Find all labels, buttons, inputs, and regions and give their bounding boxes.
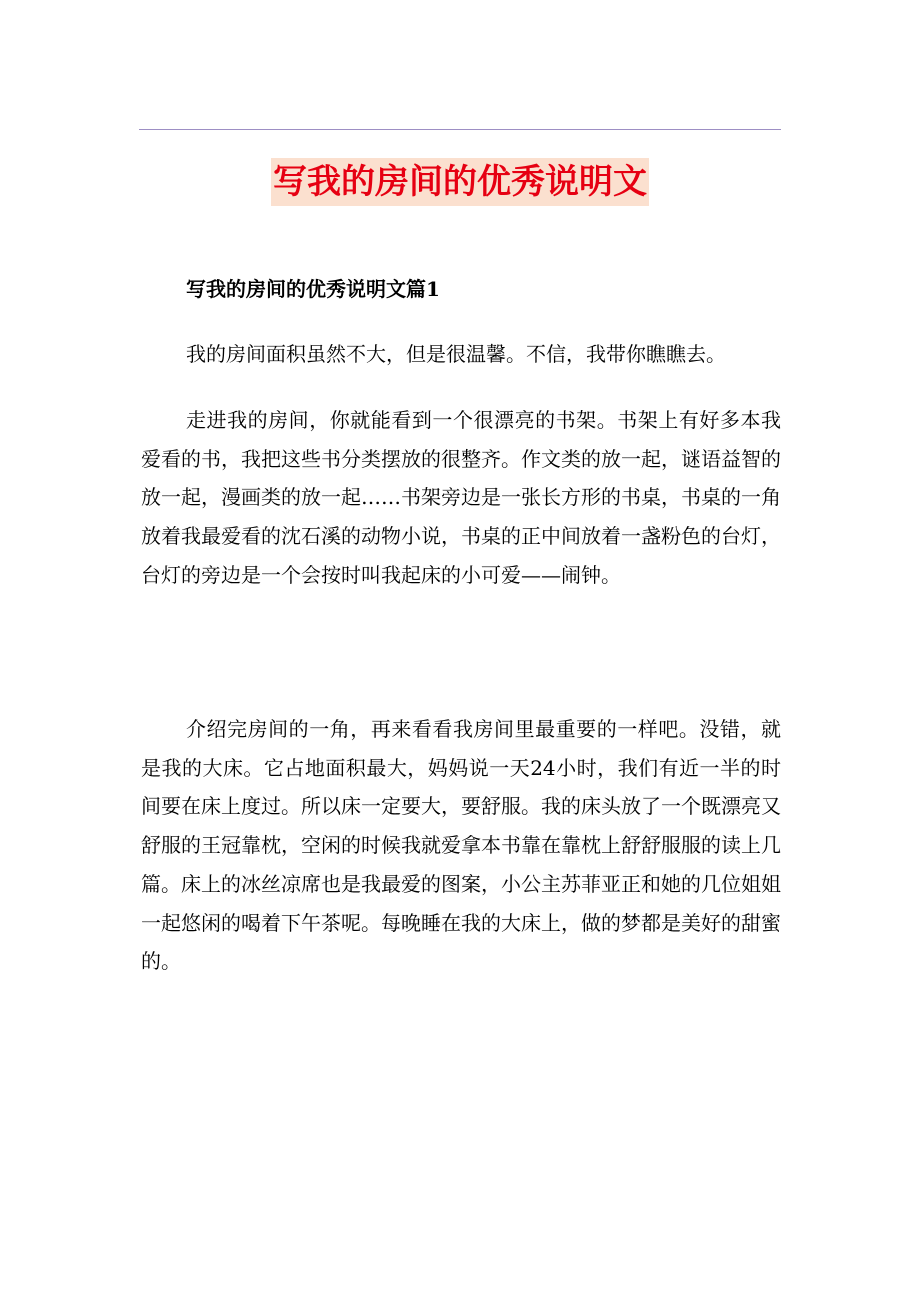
document-title: 写我的房间的优秀说明文 — [271, 158, 649, 206]
paragraph-2: 走进我的房间，你就能看到一个很漂亮的书架。书架上有好多本我爱看的书，我把这些书分类摆放的很整齐。作文类的放一起，谜语益智的放一起，漫画类的放一起……书架旁边是一张长方形的书桌，书桌的一角放着我最爱看的沈石溪的动物小说，书桌的正中间放着一盏粉色的台灯，台灯的旁边是一个会按时叫我起床的小可爱——闹钟。 — [141, 408, 781, 587]
title-container — [0, 158, 920, 206]
header-rule — [139, 129, 781, 130]
section-heading: 写我的房间的优秀说明文篇1 — [186, 277, 440, 301]
paragraph-3: 介绍完房间的一角，再来看看我房间里最重要的一样吧。没错，就是我的大床。它占地面积最大，妈妈说一天24小时，我们有近一半的时间要在床上度过。所以床一定要大，要舒服。我的床头放了一个既漂亮又舒服的王冠靠枕，空闲的时候我就爱拿本书靠在靠枕上舒舒服服的读上几篇。床上的冰丝凉席也是我最爱的图案，小公主苏菲亚正和她的几位姐姐一起悠闲的喝着下午茶呢。每晚睡在我的大床上，做的梦都是美好的甜蜜的。 — [141, 717, 781, 974]
paragraph-1: 我的房间面积虽然不大，但是很温馨。不信，我带你瞧瞧去。 — [186, 342, 726, 366]
